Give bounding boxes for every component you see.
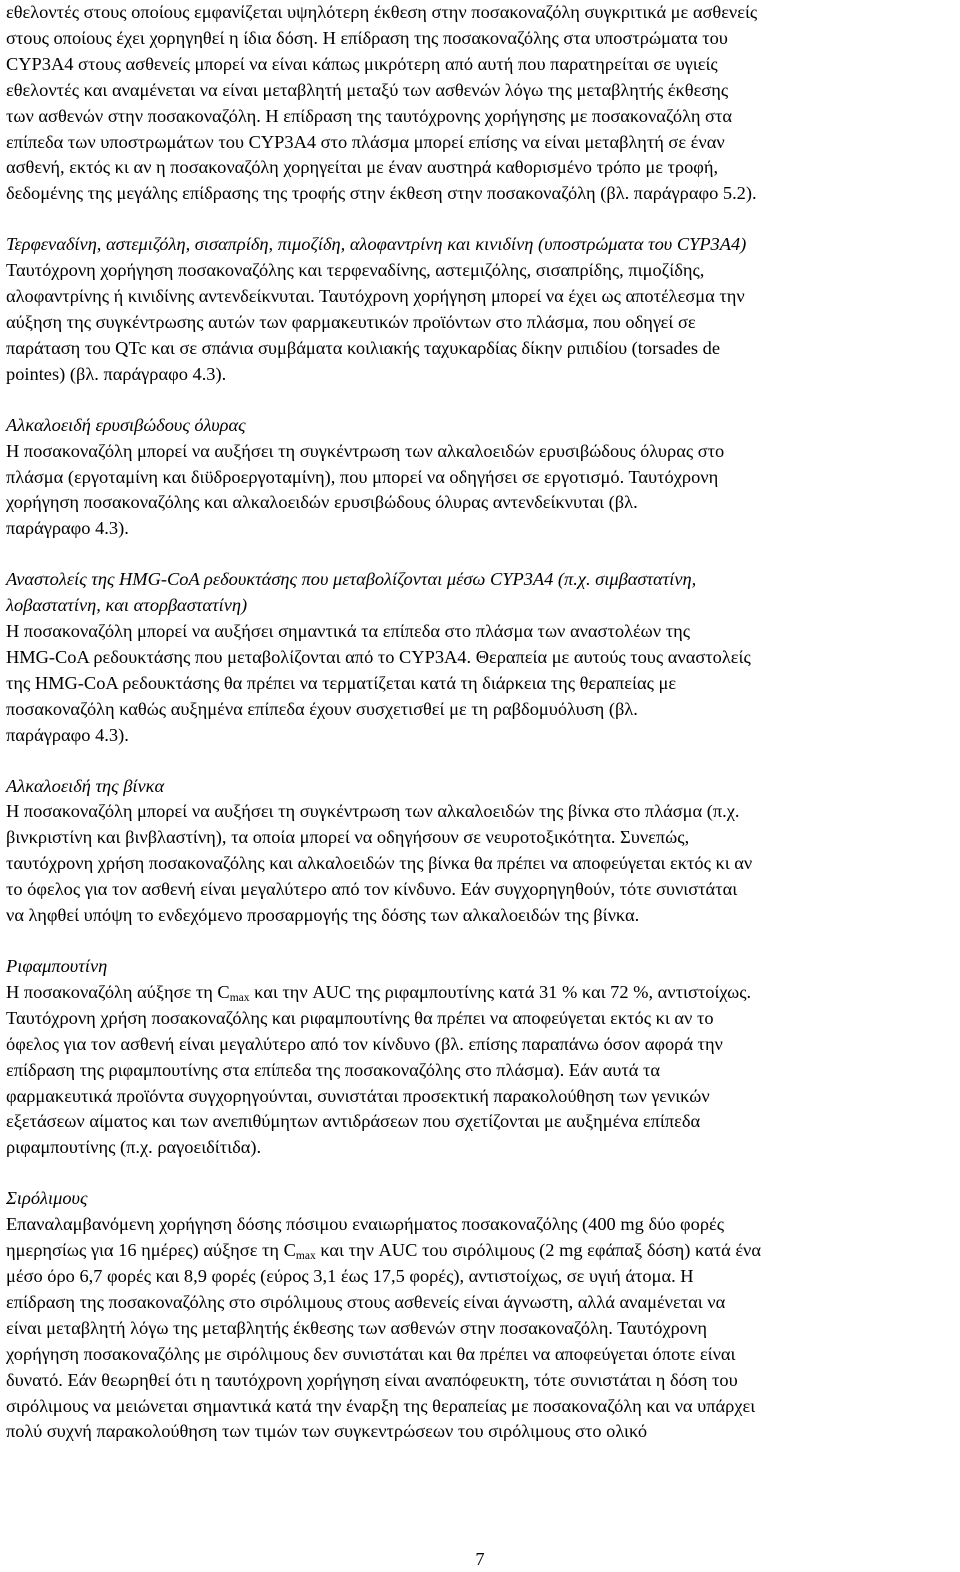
subscript: max — [295, 1250, 316, 1263]
section-sirolimus — [6, 1186, 952, 1445]
text-line: βινκριστίνη και βινβλαστίνη), τα οποία μπορεί να οδηγήσουν σε νευροτοξικότητα. Συνεπώς, — [6, 827, 690, 848]
text-line: HMG-CoA ρεδουκτάσης που μεταβολίζονται από το CYP3A4. Θεραπεία με αυτούς τους αναστολείς — [6, 646, 751, 667]
text-line: πολύ συχνή παρακολούθηση των τιμών των συγκεντρώσεων του σιρόλιμους στο ολικό — [6, 1421, 648, 1442]
document-page — [6, 0, 952, 1445]
text-line: χορήγηση ποσακοναζόλης και αλκαλοειδών ερυσιβώδους όλυρας αντενδείκνυται (βλ. — [6, 492, 638, 513]
section-heading: Αλκαλοειδή ερυσιβώδους όλυρας — [6, 414, 246, 435]
text-line: να ληφθεί υπόψη το ενδεχόμενο προσαρμογής της δόσης των αλκαλοειδών της βίνκα. — [6, 905, 640, 926]
text-line: CYP3A4 στους ασθενείς μπορεί να είναι κάπως μικρότερη από αυτή που παρατηρείται σε υγιείς — [6, 53, 718, 74]
text-line: σιρόλιμους να μειώνεται σημαντικά κατά την έναρξη της θεραπείας με ποσακοναζόλη και να υπάρχει — [6, 1395, 756, 1416]
text-line: χορήγηση ποσακοναζόλης με σιρόλιμους δεν συνιστάται και θα πρέπει να αποφεύγεται όποτε είναι — [6, 1343, 736, 1364]
section-terfenadine — [6, 232, 952, 387]
text-fragment: ημερησίως για 16 ημέρες) αύξησε τη C — [6, 1240, 296, 1261]
text-line: εξετάσεων αίματος και των ανεπιθύμητων αντιδράσεων που σχετίζονται με αυξημένα επίπεδα — [6, 1111, 701, 1132]
text-line: παράταση του QTc και σε σπάνια συμβάματα κοιλιακής ταχυκαρδίας δίκην ριπιδίου (torsades de — [6, 337, 721, 358]
text-line: παράγραφο 4.3). — [6, 724, 129, 745]
section-rifabutin — [6, 954, 952, 1161]
text-line: αλοφαντρίνης ή κινιδίνης αντενδείκνυται. Ταυτόχρονη χορήγηση μπορεί να έχει ως αποτέλεσμα την — [6, 286, 745, 307]
text-line: παράγραφο 4.3). — [6, 518, 129, 539]
text-line: εθελοντές και αναμένεται να είναι μεταβλητή μεταξύ των ασθενών λόγω της μεταβλητής έκθεσης — [6, 79, 729, 100]
text-line: Ταυτόχρονη χρήση ποσακοναζόλης και ριφαμπουτίνης θα πρέπει να αποφεύγεται εκτός κι αν το — [6, 1007, 714, 1028]
text-line — [6, 1238, 952, 1264]
paragraph-spacer — [6, 388, 952, 413]
text-line: δυνατό. Εάν θεωρηθεί ότι η ταυτόχρονη χορήγηση είναι αναπόφευκτη, τότε συνιστάται η δόση του — [6, 1369, 738, 1390]
text-line: pointes) (βλ. παράγραφο 4.3). — [6, 363, 227, 384]
text-line: μέσο όρο 6,7 φορές και 8,9 φορές (εύρος 3,1 έως 17,5 φορές), αντιστοίχως, σε υγιή άτομα. Η — [6, 1265, 694, 1286]
paragraph-spacer — [6, 749, 952, 774]
text-fragment: και την AUC της ριφαμπουτίνης κατά 31 % και 72 %, αντιστοίχως. — [249, 981, 752, 1002]
paragraph-intro — [6, 0, 952, 207]
text-line: Ταυτόχρονη χορήγηση ποσακοναζόλης και τερφεναδίνης, αστεμιζόλης, σισαπρίδης, πιμοζίδης, — [6, 260, 705, 281]
section-heading: Αλκαλοειδή της βίνκα — [6, 775, 165, 796]
text-line: των ασθενών στην ποσακοναζόλη. Η επίδραση της ταυτόχρονης χορήγησης με ποσακοναζόλη στα — [6, 105, 732, 126]
text-line: πλάσμα (εργοταμίνη και διϋδροεργοταμίνη), που μπορεί να οδηγήσει σε εργοτισμό. Ταυτόχρονη — [6, 466, 719, 487]
paragraph-spacer — [6, 1161, 952, 1186]
section-ergot-alkaloids — [6, 413, 952, 543]
text-line: όφελος για τον ασθενή είναι μεγαλύτερο από τον κίνδυνο (βλ. επίσης παραπάνω όσον αφορά την — [6, 1033, 723, 1054]
text-line: φαρμακευτικά προϊόντα συγχορηγούνται, συνιστάται προσεκτική παρακολούθηση των γενικών — [6, 1085, 710, 1106]
text-line: ποσακοναζόλη καθώς αυξημένα επίπεδα έχουν συσχετισθεί με τη ραβδομυόλυση (βλ. — [6, 698, 638, 719]
section-statins — [6, 567, 952, 748]
section-vinca-alkaloids — [6, 774, 952, 929]
text-line: δεδομένης της μεγάλης επίδρασης της τροφής στην έκθεση στην ποσακοναζόλη (βλ. παράγραφο 5.2). — [6, 183, 757, 204]
text-line: ταυτόχρονη χρήση ποσακοναζόλης και αλκαλοειδών της βίνκα θα πρέπει να αποφεύγεται εκτός κι αν — [6, 853, 753, 874]
text-line: αύξηση της συγκέντρωσης αυτών των φαρμακευτικών προϊόντων στο πλάσμα, που οδηγεί σε — [6, 311, 696, 332]
section-heading: λοβαστατίνη, και ατορβαστατίνη) — [6, 595, 248, 616]
text-line: Η ποσακοναζόλη μπορεί να αυξήσει σημαντικά τα επίπεδα στο πλάσμα των αναστολέων της — [6, 621, 690, 642]
text-line: είναι μεταβλητή λόγω της μεταβλητής έκθεσης των ασθενών στην ποσακοναζόλη. Ταυτόχρονη — [6, 1317, 707, 1338]
text-line: Η ποσακοναζόλη μπορεί να αυξήσει τη συγκέντρωση των αλκαλοειδών ερυσιβώδους όλυρας στο — [6, 440, 725, 461]
text-line: εθελοντές στους οποίους εμφανίζεται υψηλότερη έκθεση στην ποσακοναζόλη συγκριτικά με ασθενείς — [6, 2, 758, 22]
text-fragment: και την AUC του σιρόλιμους (2 mg εφάπαξ δόση) κατά ένα — [315, 1240, 762, 1261]
subscript: max — [229, 991, 250, 1004]
text-line: Η ποσακοναζόλη μπορεί να αυξήσει τη συγκέντρωση των αλκαλοειδών της βίνκα στο πλάσμα (π.χ. — [6, 801, 740, 822]
paragraph-spacer — [6, 542, 952, 567]
text-line: ασθενή, εκτός κι αν η ποσακοναζόλη χορηγείται με έναν αυστηρά καθορισμένο τρόπο με τροφή, — [6, 157, 719, 178]
text-line: της HMG-CoA ρεδουκτάσης θα πρέπει να τερματίζεται κατά τη διάρκεια της θεραπείας με — [6, 672, 677, 693]
section-heading: Τερφεναδίνη, αστεμιζόλη, σισαπρίδη, πιμοζίδη, αλοφαντρίνη και κινιδίνη (υποστρώματα του CYP3A4) — [6, 234, 747, 255]
text-line: επίδραση της ριφαμπουτίνης στα επίπεδα της ποσακοναζόλης στο πλάσμα). Εάν αυτά τα — [6, 1059, 660, 1080]
text-line: ριφαμπουτίνης (π.χ. ραγοειδίτιδα). — [6, 1137, 262, 1158]
page-number: 7 — [475, 1549, 485, 1569]
text-line — [6, 980, 952, 1006]
text-line: στους οποίους έχει χορηγηθεί η ίδια δόση. Η επίδραση της ποσακοναζόλης στα υποστρώματα του — [6, 27, 728, 48]
text-line: το όφελος για τον ασθενή είναι μεγαλύτερο από τον κίνδυνο. Εάν συγχορηγηθούν, τότε συνιστάται — [6, 879, 738, 900]
paragraph-spacer — [6, 207, 952, 232]
text-line: επίδραση της ποσακοναζόλης στο σιρόλιμους στους ασθενείς είναι άγνωστη, αλλά αναμένεται να — [6, 1291, 726, 1312]
paragraph-spacer — [6, 929, 952, 954]
text-line: επίπεδα των υποστρωμάτων του CYP3A4 στο πλάσμα μπορεί επίσης να είναι μεταβλητή σε έναν — [6, 131, 725, 152]
section-heading: Σιρόλιμους — [6, 1188, 88, 1209]
text-fragment: Η ποσακοναζόλη αύξησε τη C — [6, 981, 230, 1002]
text-line: Επαναλαμβανόμενη χορήγηση δόσης πόσιμου εναιωρήματος ποσακοναζόλης (400 mg δύο φορές — [6, 1214, 725, 1235]
section-heading: Ριφαμπουτίνη — [6, 956, 108, 976]
section-heading: Αναστολείς της HMG-CoA ρεδουκτάσης που μεταβολίζονται μέσω CYP3A4 (π.χ. σιμβαστατίνη, — [6, 569, 697, 590]
